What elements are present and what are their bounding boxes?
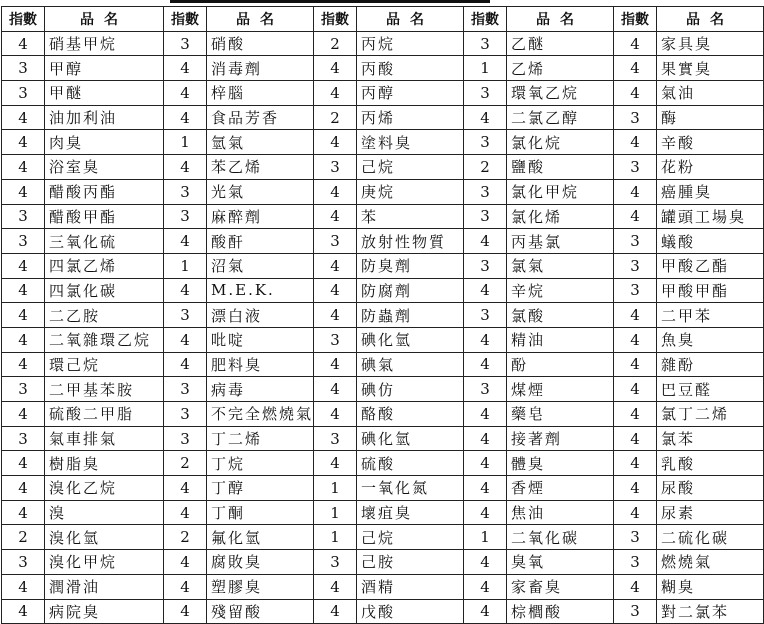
index-cell: 4 <box>2 31 45 56</box>
index-cell: 4 <box>164 500 207 525</box>
index-cell: 3 <box>614 155 657 180</box>
name-cell: 己烷 <box>357 525 464 550</box>
name-cell: 苯乙烯 <box>207 155 314 180</box>
index-cell: 3 <box>464 81 507 106</box>
name-cell: 二乙胺 <box>45 303 164 328</box>
table-row <box>2 229 764 254</box>
index-cell: 2 <box>2 525 45 550</box>
index-cell: 4 <box>614 426 657 451</box>
name-cell: 鹽酸 <box>507 155 614 180</box>
name-cell: 防蟲劑 <box>357 303 464 328</box>
index-cell: 3 <box>614 525 657 550</box>
name-cell: 吡啶 <box>207 327 314 352</box>
name-cell: 殘留酸 <box>207 599 314 624</box>
index-cell: 4 <box>2 179 45 204</box>
name-cell: 罐頭工場臭 <box>657 204 764 229</box>
index-cell: 4 <box>614 179 657 204</box>
index-cell: 4 <box>164 550 207 575</box>
table-row <box>2 278 764 303</box>
name-cell: 塗料臭 <box>357 130 464 155</box>
name-header: 品名 <box>45 7 164 32</box>
index-cell: 3 <box>614 278 657 303</box>
name-cell: 硫酸 <box>357 451 464 476</box>
name-cell: 丁二烯 <box>207 426 314 451</box>
name-cell: 棕櫚酸 <box>507 599 614 624</box>
name-cell: 沼氣 <box>207 253 314 278</box>
name-cell: 氯化甲烷 <box>507 179 614 204</box>
name-cell: 硝基甲烷 <box>45 31 164 56</box>
name-header: 品名 <box>357 7 464 32</box>
name-cell: 糊臭 <box>657 574 764 599</box>
index-cell: 1 <box>464 525 507 550</box>
table-row <box>2 155 764 180</box>
index-cell: 4 <box>614 327 657 352</box>
table-row <box>2 451 764 476</box>
table-row <box>2 500 764 525</box>
name-cell: 樹脂臭 <box>45 451 164 476</box>
name-cell: 硝酸 <box>207 31 314 56</box>
odor-index-table <box>1 6 764 624</box>
index-cell: 3 <box>164 179 207 204</box>
name-cell: 香煙 <box>507 476 614 501</box>
index-cell: 4 <box>2 451 45 476</box>
header-row <box>2 7 764 32</box>
index-cell: 4 <box>614 31 657 56</box>
name-cell: 果實臭 <box>657 56 764 81</box>
index-cell: 4 <box>314 303 357 328</box>
table-row <box>2 377 764 402</box>
index-cell: 4 <box>314 599 357 624</box>
name-cell: 麻醉劑 <box>207 204 314 229</box>
name-cell: 魚臭 <box>657 327 764 352</box>
table-row <box>2 599 764 624</box>
name-cell: 腐敗臭 <box>207 550 314 575</box>
index-cell: 1 <box>314 525 357 550</box>
index-cell: 4 <box>2 155 45 180</box>
name-cell: 接著劑 <box>507 426 614 451</box>
index-cell: 2 <box>314 105 357 130</box>
index-cell: 3 <box>614 599 657 624</box>
index-cell: 1 <box>164 130 207 155</box>
name-cell: 醋酸甲酯 <box>45 204 164 229</box>
name-cell: 不完全燃燒氣 <box>207 402 314 427</box>
name-cell: 雜酚 <box>657 352 764 377</box>
index-cell: 4 <box>464 500 507 525</box>
index-cell: 2 <box>164 525 207 550</box>
name-cell: 氯化烯 <box>507 204 614 229</box>
name-cell: 浴室臭 <box>45 155 164 180</box>
name-cell: 氣油 <box>657 81 764 106</box>
index-cell: 4 <box>2 253 45 278</box>
index-cell: 4 <box>464 229 507 254</box>
index-header: 指數 <box>314 7 357 32</box>
index-cell: 3 <box>614 105 657 130</box>
table-row <box>2 130 764 155</box>
index-cell: 3 <box>2 204 45 229</box>
name-cell: 丁醇 <box>207 476 314 501</box>
name-cell: 溴化氫 <box>45 525 164 550</box>
index-cell: 3 <box>2 56 45 81</box>
index-cell: 4 <box>614 574 657 599</box>
index-cell: 3 <box>464 204 507 229</box>
index-cell: 4 <box>464 278 507 303</box>
index-cell: 3 <box>464 130 507 155</box>
name-cell: 辛酸 <box>657 130 764 155</box>
name-cell: 家具臭 <box>657 31 764 56</box>
name-cell: 丙烷 <box>357 31 464 56</box>
index-cell: 2 <box>164 451 207 476</box>
name-cell: 燃燒氣 <box>657 550 764 575</box>
name-cell: 潤滑油 <box>45 574 164 599</box>
index-cell: 4 <box>464 451 507 476</box>
name-cell: 氟化氫 <box>207 525 314 550</box>
name-cell: 酶 <box>657 105 764 130</box>
name-cell: M.E.K. <box>207 278 314 303</box>
index-cell: 3 <box>314 550 357 575</box>
index-cell: 3 <box>464 303 507 328</box>
name-cell: 尿酸 <box>657 476 764 501</box>
name-cell: 對二氯苯 <box>657 599 764 624</box>
name-cell: 病毒 <box>207 377 314 402</box>
index-cell: 3 <box>464 179 507 204</box>
name-cell: 苯 <box>357 204 464 229</box>
index-cell: 4 <box>164 56 207 81</box>
index-cell: 4 <box>314 56 357 81</box>
index-cell: 3 <box>164 303 207 328</box>
name-cell: 甲醚 <box>45 81 164 106</box>
index-cell: 3 <box>614 253 657 278</box>
name-cell: 氯丁二烯 <box>657 402 764 427</box>
index-cell: 2 <box>464 155 507 180</box>
index-cell: 4 <box>314 352 357 377</box>
index-cell: 4 <box>2 500 45 525</box>
name-cell: 二氯乙醇 <box>507 105 614 130</box>
table-row <box>2 81 764 106</box>
index-cell: 3 <box>464 31 507 56</box>
name-cell: 家畜臭 <box>507 574 614 599</box>
index-cell: 4 <box>314 377 357 402</box>
index-cell: 4 <box>2 278 45 303</box>
name-cell: 己烷 <box>357 155 464 180</box>
name-cell: 碘仿 <box>357 377 464 402</box>
index-cell: 3 <box>614 550 657 575</box>
name-cell: 塑膠臭 <box>207 574 314 599</box>
index-header: 指數 <box>464 7 507 32</box>
name-cell: 精油 <box>507 327 614 352</box>
index-cell: 1 <box>464 56 507 81</box>
name-cell: 環氧乙烷 <box>507 81 614 106</box>
index-cell: 4 <box>2 352 45 377</box>
index-cell: 4 <box>614 402 657 427</box>
index-cell: 3 <box>2 426 45 451</box>
name-cell: 臭氧 <box>507 550 614 575</box>
index-cell: 3 <box>464 253 507 278</box>
table-row <box>2 476 764 501</box>
name-cell: 丙醇 <box>357 81 464 106</box>
name-cell: 光氣 <box>207 179 314 204</box>
index-cell: 1 <box>164 253 207 278</box>
name-cell: 四氯化碳 <box>45 278 164 303</box>
name-cell: 二硫化碳 <box>657 525 764 550</box>
index-cell: 3 <box>164 402 207 427</box>
index-cell: 4 <box>2 599 45 624</box>
table-row <box>2 204 764 229</box>
name-cell: 甲酸乙酯 <box>657 253 764 278</box>
name-cell: 癌腫臭 <box>657 179 764 204</box>
name-cell: 丁烷 <box>207 451 314 476</box>
name-cell: 醋酸丙酯 <box>45 179 164 204</box>
table-row <box>2 525 764 550</box>
index-cell: 4 <box>2 303 45 328</box>
index-cell: 4 <box>164 229 207 254</box>
name-cell: 碘氣 <box>357 352 464 377</box>
name-header: 品名 <box>207 7 314 32</box>
name-cell: 丙酸 <box>357 56 464 81</box>
name-cell: 尿素 <box>657 500 764 525</box>
name-header: 品名 <box>507 7 614 32</box>
index-cell: 4 <box>464 550 507 575</box>
index-cell: 1 <box>314 500 357 525</box>
name-cell: 丁酮 <box>207 500 314 525</box>
index-cell: 4 <box>164 599 207 624</box>
name-cell: 二甲苯 <box>657 303 764 328</box>
index-cell: 4 <box>314 402 357 427</box>
index-cell: 4 <box>464 327 507 352</box>
name-cell: 溴化乙烷 <box>45 476 164 501</box>
name-cell: 氯酸 <box>507 303 614 328</box>
index-cell: 4 <box>614 81 657 106</box>
name-cell: 藥皂 <box>507 402 614 427</box>
index-cell: 4 <box>2 105 45 130</box>
name-cell: 放射性物質 <box>357 229 464 254</box>
name-cell: 二甲基苯胺 <box>45 377 164 402</box>
index-cell: 4 <box>614 204 657 229</box>
index-cell: 4 <box>2 402 45 427</box>
index-cell: 4 <box>164 476 207 501</box>
index-cell: 3 <box>164 426 207 451</box>
index-cell: 4 <box>164 278 207 303</box>
index-cell: 4 <box>164 574 207 599</box>
name-cell: 四氯乙烯 <box>45 253 164 278</box>
index-header: 指數 <box>614 7 657 32</box>
name-cell: 戊酸 <box>357 599 464 624</box>
name-cell: 氯苯 <box>657 426 764 451</box>
index-cell: 4 <box>464 105 507 130</box>
name-cell: 二氧雜環乙烷 <box>45 327 164 352</box>
index-cell: 3 <box>614 229 657 254</box>
table-row <box>2 550 764 575</box>
index-cell: 4 <box>614 303 657 328</box>
name-cell: 防腐劑 <box>357 278 464 303</box>
table-row <box>2 426 764 451</box>
index-cell: 4 <box>464 352 507 377</box>
index-cell: 3 <box>314 426 357 451</box>
name-cell: 甲醇 <box>45 56 164 81</box>
name-cell: 乙烯 <box>507 56 614 81</box>
index-cell: 4 <box>614 130 657 155</box>
name-cell: 消毒劑 <box>207 56 314 81</box>
index-cell: 3 <box>314 327 357 352</box>
index-cell: 4 <box>614 476 657 501</box>
index-cell: 3 <box>2 550 45 575</box>
index-cell: 4 <box>314 204 357 229</box>
index-cell: 4 <box>2 130 45 155</box>
name-cell: 環己烷 <box>45 352 164 377</box>
index-cell: 4 <box>2 476 45 501</box>
index-cell: 4 <box>2 574 45 599</box>
index-cell: 2 <box>314 31 357 56</box>
name-cell: 病院臭 <box>45 599 164 624</box>
name-cell: 硫酸二甲脂 <box>45 402 164 427</box>
table-row <box>2 303 764 328</box>
name-cell: 碘化氫 <box>357 327 464 352</box>
name-cell: 丙烯 <box>357 105 464 130</box>
name-cell: 三氧化硫 <box>45 229 164 254</box>
name-cell: 焦油 <box>507 500 614 525</box>
index-cell: 1 <box>314 476 357 501</box>
name-cell: 酸酐 <box>207 229 314 254</box>
index-cell: 3 <box>314 155 357 180</box>
index-cell: 4 <box>464 476 507 501</box>
name-cell: 一氧化氮 <box>357 476 464 501</box>
index-cell: 4 <box>614 377 657 402</box>
index-cell: 3 <box>2 377 45 402</box>
index-cell: 4 <box>464 574 507 599</box>
name-cell: 酚 <box>507 352 614 377</box>
index-cell: 4 <box>314 253 357 278</box>
index-cell: 4 <box>614 56 657 81</box>
name-cell: 溴化甲烷 <box>45 550 164 575</box>
name-cell: 蟻酸 <box>657 229 764 254</box>
name-cell: 氫氣 <box>207 130 314 155</box>
name-cell: 肉臭 <box>45 130 164 155</box>
name-cell: 己胺 <box>357 550 464 575</box>
index-cell: 3 <box>2 229 45 254</box>
index-cell: 3 <box>164 31 207 56</box>
name-cell: 油加利油 <box>45 105 164 130</box>
index-cell: 3 <box>314 229 357 254</box>
index-cell: 4 <box>614 451 657 476</box>
name-cell: 巴豆醛 <box>657 377 764 402</box>
name-cell: 漂白液 <box>207 303 314 328</box>
index-cell: 4 <box>2 327 45 352</box>
index-header: 指數 <box>164 7 207 32</box>
index-cell: 4 <box>164 155 207 180</box>
name-cell: 溴 <box>45 500 164 525</box>
table-row <box>2 402 764 427</box>
name-cell: 乳酸 <box>657 451 764 476</box>
index-cell: 4 <box>314 81 357 106</box>
table-row <box>2 327 764 352</box>
index-cell: 3 <box>2 81 45 106</box>
name-cell: 防臭劑 <box>357 253 464 278</box>
index-cell: 4 <box>464 402 507 427</box>
index-cell: 4 <box>164 327 207 352</box>
index-cell: 4 <box>314 179 357 204</box>
index-cell: 4 <box>164 81 207 106</box>
table-row <box>2 105 764 130</box>
name-cell: 碘化氫 <box>357 426 464 451</box>
name-cell: 甲酸甲酯 <box>657 278 764 303</box>
table-row <box>2 574 764 599</box>
index-cell: 4 <box>314 574 357 599</box>
index-cell: 4 <box>314 130 357 155</box>
index-cell: 3 <box>464 377 507 402</box>
table-row <box>2 56 764 81</box>
name-cell: 辛烷 <box>507 278 614 303</box>
name-cell: 肥料臭 <box>207 352 314 377</box>
name-cell: 二氧化碳 <box>507 525 614 550</box>
table-row <box>2 352 764 377</box>
index-header: 指數 <box>2 7 45 32</box>
table-row <box>2 31 764 56</box>
name-header: 品名 <box>657 7 764 32</box>
name-cell: 花粉 <box>657 155 764 180</box>
name-cell: 酪酸 <box>357 402 464 427</box>
index-cell: 4 <box>314 451 357 476</box>
index-cell: 3 <box>164 377 207 402</box>
index-cell: 4 <box>614 352 657 377</box>
name-cell: 酒精 <box>357 574 464 599</box>
name-cell: 壞疽臭 <box>357 500 464 525</box>
name-cell: 梓腦 <box>207 81 314 106</box>
name-cell: 食品芳香 <box>207 105 314 130</box>
name-cell: 氯氣 <box>507 253 614 278</box>
name-cell: 氣車排氣 <box>45 426 164 451</box>
index-cell: 4 <box>164 352 207 377</box>
name-cell: 庚烷 <box>357 179 464 204</box>
table-row <box>2 253 764 278</box>
index-cell: 4 <box>314 278 357 303</box>
index-cell: 3 <box>164 204 207 229</box>
name-cell: 乙醚 <box>507 31 614 56</box>
index-cell: 4 <box>464 599 507 624</box>
name-cell: 丙基氯 <box>507 229 614 254</box>
name-cell: 體臭 <box>507 451 614 476</box>
name-cell: 氯化烷 <box>507 130 614 155</box>
index-cell: 4 <box>614 500 657 525</box>
name-cell: 煤煙 <box>507 377 614 402</box>
table-row <box>2 179 764 204</box>
index-cell: 4 <box>164 105 207 130</box>
index-cell: 4 <box>464 426 507 451</box>
